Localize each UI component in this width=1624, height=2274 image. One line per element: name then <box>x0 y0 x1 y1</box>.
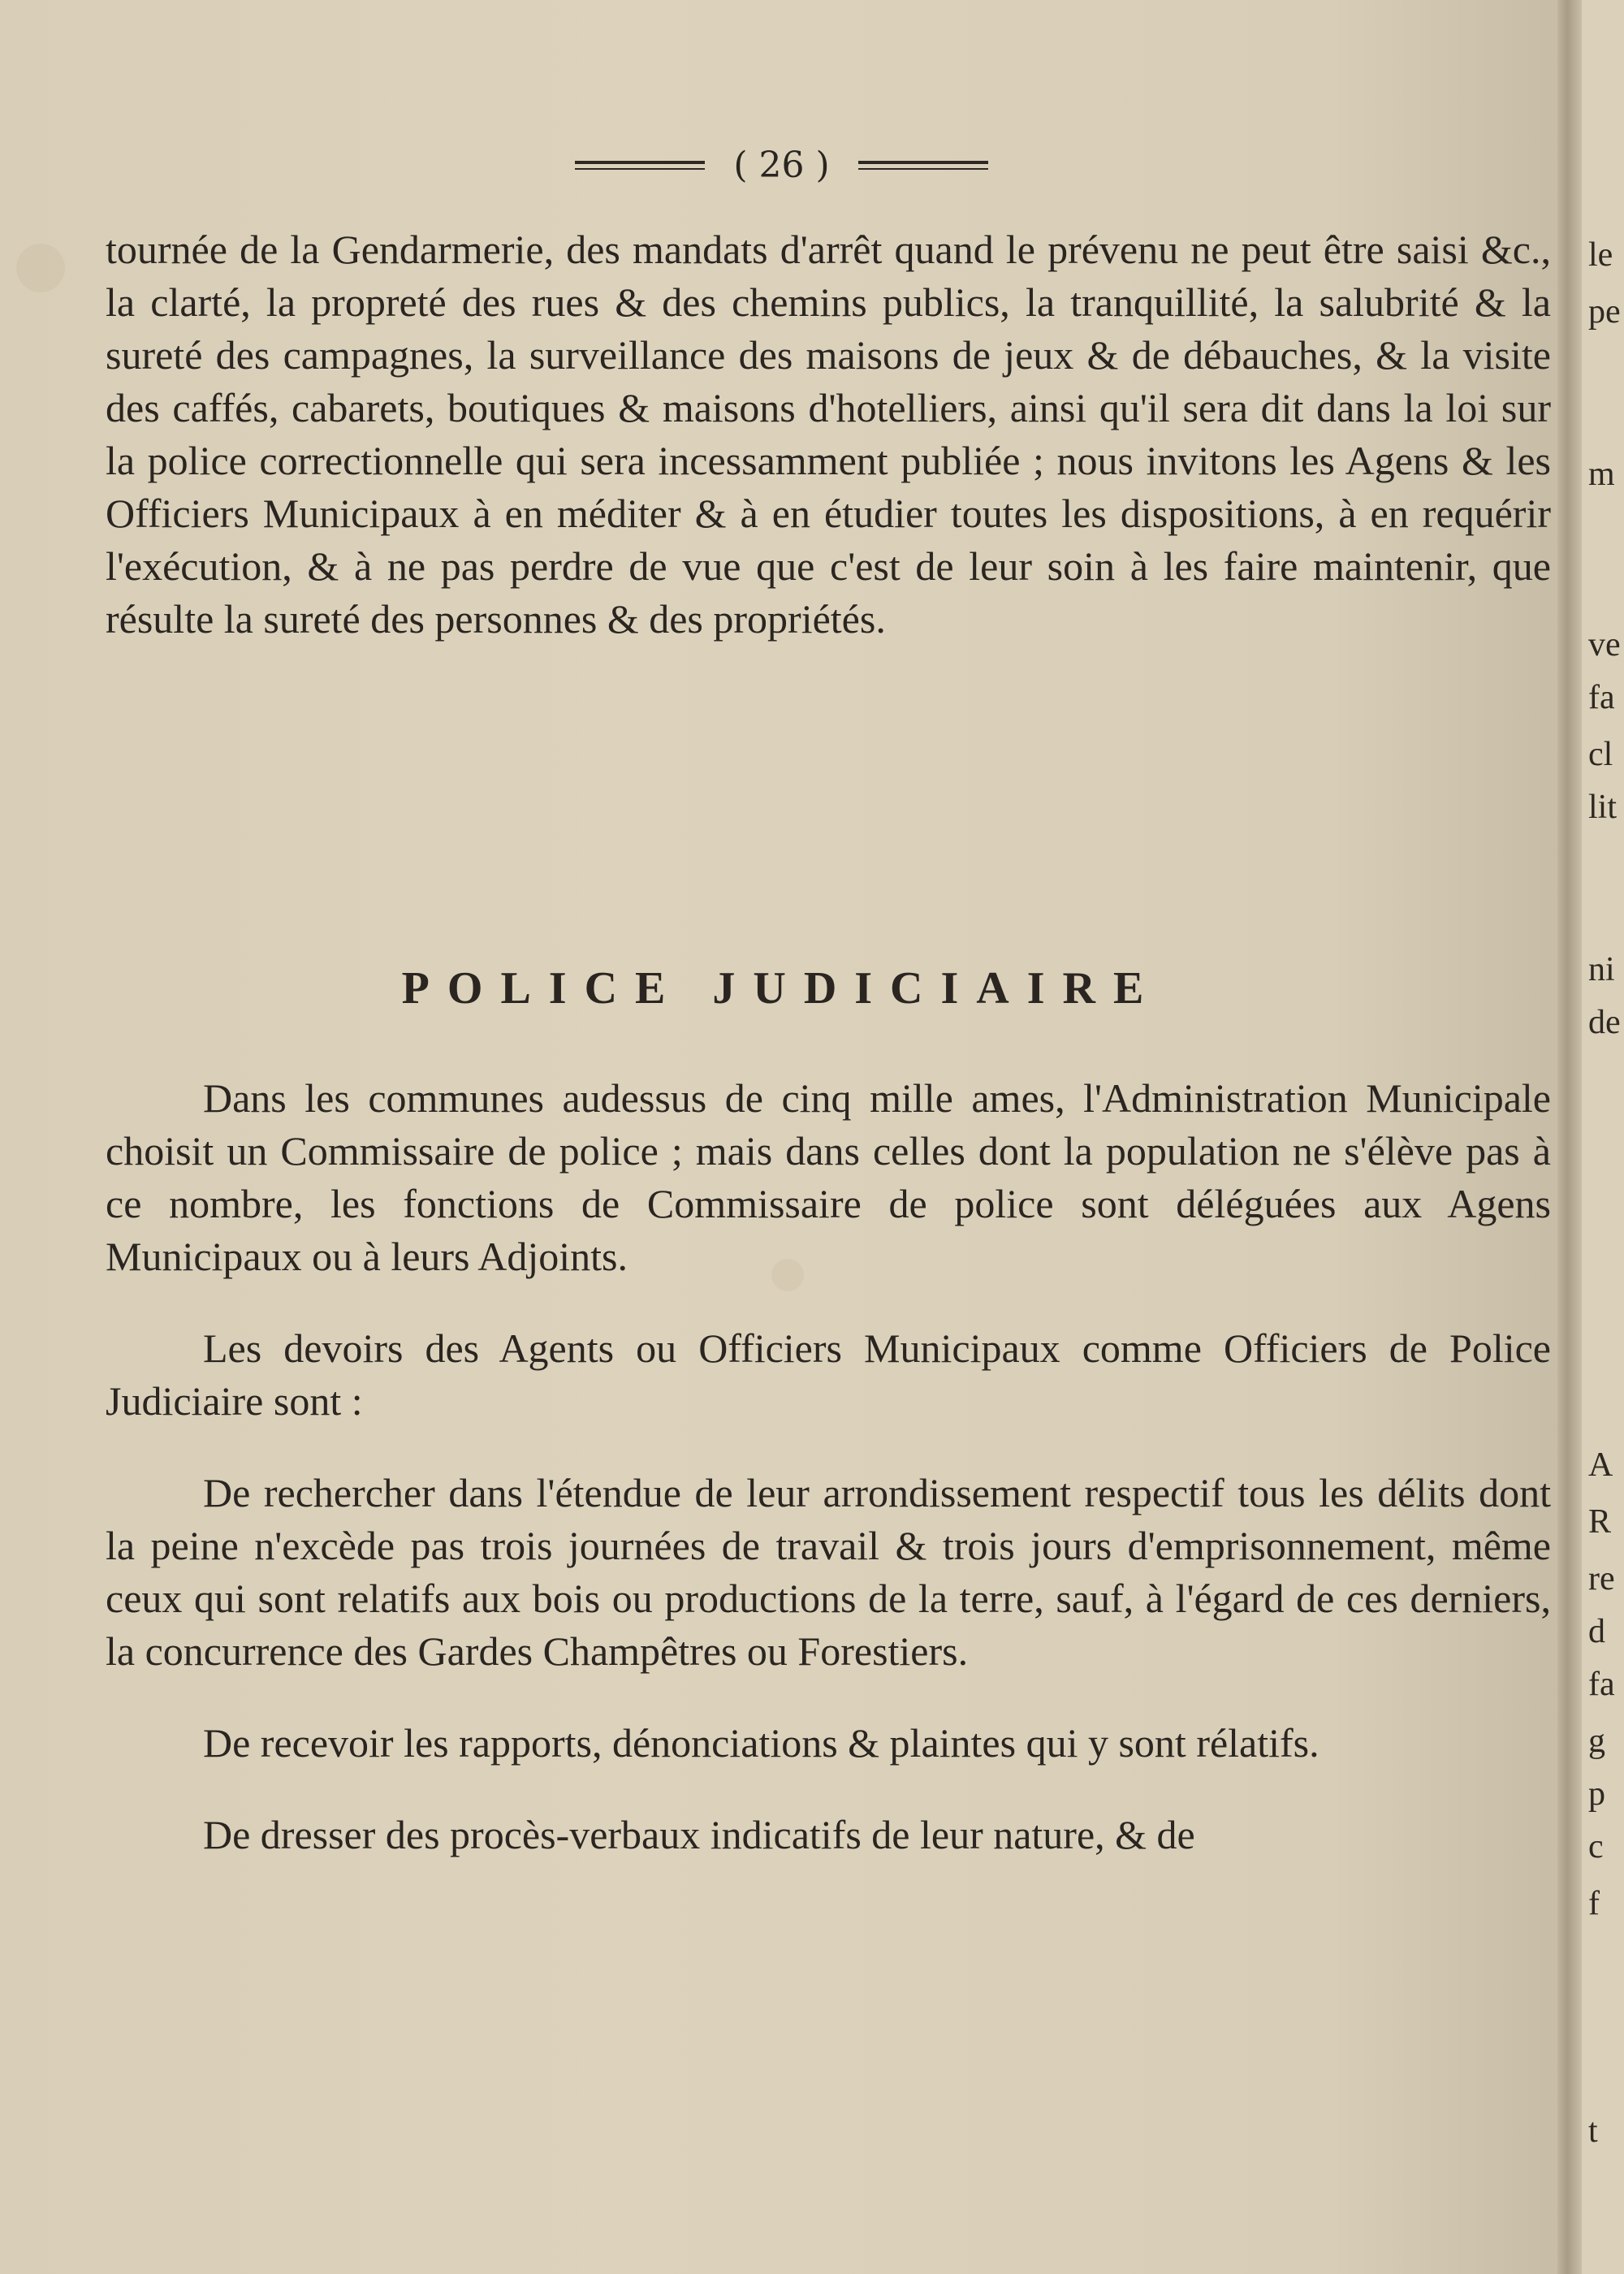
paragraph: Les devoirs des Agents ou Officiers Municipaux comme Officiers de Police Judiciaire sont : <box>106 1325 1551 1424</box>
adjacent-fragment: fa <box>1588 679 1615 716</box>
section-body <box>106 1072 1551 1900</box>
adjacent-fragment: pe <box>1588 293 1621 331</box>
adjacent-page-edge <box>1582 0 1624 2274</box>
page-header <box>0 145 1563 186</box>
paragraph: De dresser des procès-verbaux indicatifs de leur nature, & de <box>203 1812 1195 1857</box>
header-rule-left <box>575 161 705 170</box>
adjacent-fragment: ni <box>1588 951 1615 988</box>
adjacent-fragment: A <box>1588 1446 1613 1484</box>
header-rule-right <box>858 161 988 170</box>
paper-stain <box>16 244 65 292</box>
adjacent-fragment: f <box>1588 1885 1600 1922</box>
adjacent-fragment: R <box>1588 1503 1612 1541</box>
adjacent-fragment: le <box>1588 236 1613 274</box>
section-heading: POLICE JUDICIAIRE <box>401 963 1162 1014</box>
paragraph: De recevoir les rapports, dénonciations & plaintes qui y sont rélatifs. <box>203 1720 1320 1766</box>
adjacent-fragment: re <box>1588 1560 1615 1597</box>
adjacent-fragment: d <box>1588 1613 1605 1650</box>
adjacent-fragment: de <box>1588 1004 1621 1041</box>
page-number: ( 26 ) <box>733 145 830 186</box>
continuation-paragraph: tournée de la Gendarmerie, des mandats d'arrêt quand le prévenu ne peut être saisi &c., la clarté, la propreté des rues & des chemins publics, la tranquillité, la salubrité & la sureté des campagnes, la surveillance des maisons de jeux & de débauches, & la visite des caffés, cabarets, boutiques & maisons d'hotelliers, ainsi qu'il sera dit dans la loi sur la police correctionnelle qui sera incessamment publiée ; nous invitons les Agens & les Officiers Municipaux à en méditer & à en étudier toutes les dispositions, à en requérir l'exécution, & à ne pas perdre de vue que c'est de leur soin à les faire maintenir, que résulte la sureté des personnes & des propriétés. <box>106 227 1551 642</box>
adjacent-fragment: c <box>1588 1828 1604 1865</box>
adjacent-fragment: fa <box>1588 1666 1615 1703</box>
adjacent-fragment: t <box>1588 2112 1598 2150</box>
paragraph: Dans les communes audessus de cinq mille ames, l'Administration Municipale choisit un Commissaire de police ; mais dans celles dont la population ne s'élève pas à ce nombre, les fonctions de Commissaire de police sont déléguées aux Agens Municipaux ou à leurs Adjoints. <box>106 1075 1551 1279</box>
adjacent-fragment: cl <box>1588 736 1613 773</box>
book-gutter <box>1557 0 1582 2274</box>
adjacent-fragment: p <box>1588 1775 1605 1813</box>
adjacent-fragment: g <box>1588 1723 1605 1760</box>
paragraph: De rechercher dans l'étendue de leur arrondissement respectif tous les délits dont la peine n'excède pas trois journées de travail & trois jours d'emprisonnement, même ceux qui sont relatifs aux bois ou productions de la terre, sauf, à l'égard de ces derniers, la concurrence des Gardes Champêtres ou Forestiers. <box>106 1470 1551 1674</box>
adjacent-fragment: m <box>1588 456 1615 493</box>
adjacent-fragment: lit <box>1588 789 1618 826</box>
adjacent-fragment: ve <box>1588 626 1621 664</box>
